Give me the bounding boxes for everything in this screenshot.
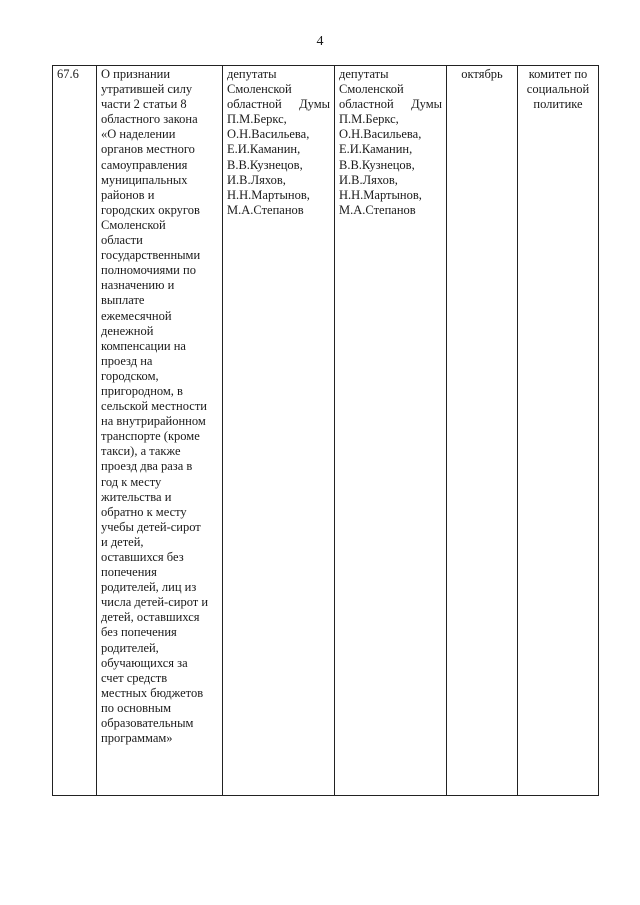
initiator-name: Н.Н.Мартынов, <box>227 187 310 202</box>
developer-region: Смоленской <box>339 82 404 97</box>
developer-cell <box>335 66 447 796</box>
initiator-name: О.Н.Васильева, <box>227 127 310 142</box>
bill-title-line: денежной <box>101 323 154 338</box>
developer-name: М.А.Степанов <box>339 202 416 217</box>
bill-title-line: органов местного <box>101 142 195 157</box>
bill-title-line: проезд два раза в <box>101 459 193 474</box>
initiator-name: В.В.Кузнецов, <box>227 157 303 172</box>
initiator-name: М.А.Степанов <box>227 202 304 217</box>
bill-title-line: попечения <box>101 565 157 580</box>
responsible-line: комитет по <box>528 67 588 81</box>
term-cell <box>447 66 518 796</box>
bill-title-line: программам» <box>101 731 173 746</box>
bill-title-line: обучающихся за <box>101 655 188 670</box>
bill-title-line: полномочиями по <box>101 263 196 278</box>
bill-title-line: пригородном, в <box>101 383 183 398</box>
initiator-body <box>227 97 330 112</box>
bill-title-line: образовательным <box>101 716 194 731</box>
bill-title <box>101 67 218 746</box>
bill-title-line: «О наделении <box>101 127 176 142</box>
developer-name: П.М.Беркс, <box>339 112 399 127</box>
responsible-cell <box>518 66 599 796</box>
bill-title-line: областного закона <box>101 112 198 127</box>
developer-name: И.В.Ляхов, <box>339 172 398 187</box>
bill-title-line: ежемесячной <box>101 308 172 323</box>
bill-title-line: обратно к месту <box>101 504 187 519</box>
bill-title-line: счет средств <box>101 670 168 685</box>
responsible-line: социальной <box>526 82 590 97</box>
table-row <box>53 66 599 796</box>
bill-title-line: районов и <box>101 187 155 202</box>
developer-names <box>339 112 442 218</box>
initiator-name: И.В.Ляхов, <box>227 172 286 187</box>
item-number-cell <box>53 66 97 796</box>
bill-title-line: государственными <box>101 248 201 263</box>
initiator-name: Е.И.Каманин, <box>227 142 301 157</box>
bill-title-line: сельской местности <box>101 399 207 414</box>
initiator-cell <box>223 66 335 796</box>
initiator-region: Смоленской <box>227 82 292 97</box>
bill-title-line: О признании <box>101 67 171 81</box>
page-number: 4 <box>316 34 324 49</box>
developer-body-word: областной <box>339 97 394 112</box>
bill-title-line: и детей, <box>101 534 144 549</box>
bill-title-line: муниципальных <box>101 172 188 187</box>
bill-title-line: компенсации на <box>101 338 186 353</box>
bill-title-cell <box>97 66 223 796</box>
bill-title-line: транспорте (кроме <box>101 429 200 444</box>
initiator-body-word: областной <box>227 97 282 112</box>
initiator-body-word: Думы <box>299 97 330 112</box>
initiator-names <box>227 112 330 218</box>
term: октябрь <box>461 67 503 81</box>
bill-title-line: оставшихся без <box>101 550 184 564</box>
developer-body-word: Думы <box>411 97 442 112</box>
responsible-committee <box>522 67 594 112</box>
bill-title-line: числа детей-сирот и <box>101 595 209 610</box>
bill-title-line: родителей, <box>101 640 159 655</box>
developer-name: О.Н.Васильева, <box>339 127 422 142</box>
bill-title-line: области <box>101 233 143 248</box>
initiator-label: депутаты <box>227 67 277 81</box>
bill-title-line: детей, оставшихся <box>101 610 200 625</box>
bill-title-line: части 2 статьи 8 <box>101 97 187 112</box>
bill-title-line: выплате <box>101 293 145 308</box>
item-number: 67.6 <box>57 67 79 81</box>
developer-body <box>339 97 442 112</box>
responsible-line: политике <box>533 97 583 112</box>
developer-name: Е.И.Каманин, <box>339 142 413 157</box>
bill-title-line: проезд на <box>101 353 153 368</box>
bill-title-line: по основным <box>101 700 172 715</box>
bill-title-line: на внутрирайонном <box>101 414 206 429</box>
bill-title-line: жительства и <box>101 489 172 504</box>
developer-label: депутаты <box>339 67 389 81</box>
bill-title-line: назначению и <box>101 278 175 293</box>
bill-title-line: год к месту <box>101 474 162 489</box>
developer-name: Н.Н.Мартынов, <box>339 187 422 202</box>
bill-title-line: городском, <box>101 368 159 383</box>
bill-title-line: родителей, лиц из <box>101 580 197 595</box>
plan-table <box>52 65 599 796</box>
bill-title-line: такси), а также <box>101 444 181 459</box>
bill-title-line: местных бюджетов <box>101 685 204 700</box>
developer-name: В.В.Кузнецов, <box>339 157 415 172</box>
initiator-name: П.М.Беркс, <box>227 112 287 127</box>
bill-title-line: городских округов <box>101 202 200 217</box>
bill-title-line: учебы детей-сирот <box>101 519 201 534</box>
bill-title-line: без попечения <box>101 625 177 640</box>
bill-title-line: самоуправления <box>101 157 188 172</box>
bill-title-line: Смоленской <box>101 217 166 232</box>
bill-title-line: утратившей силу <box>101 82 193 97</box>
